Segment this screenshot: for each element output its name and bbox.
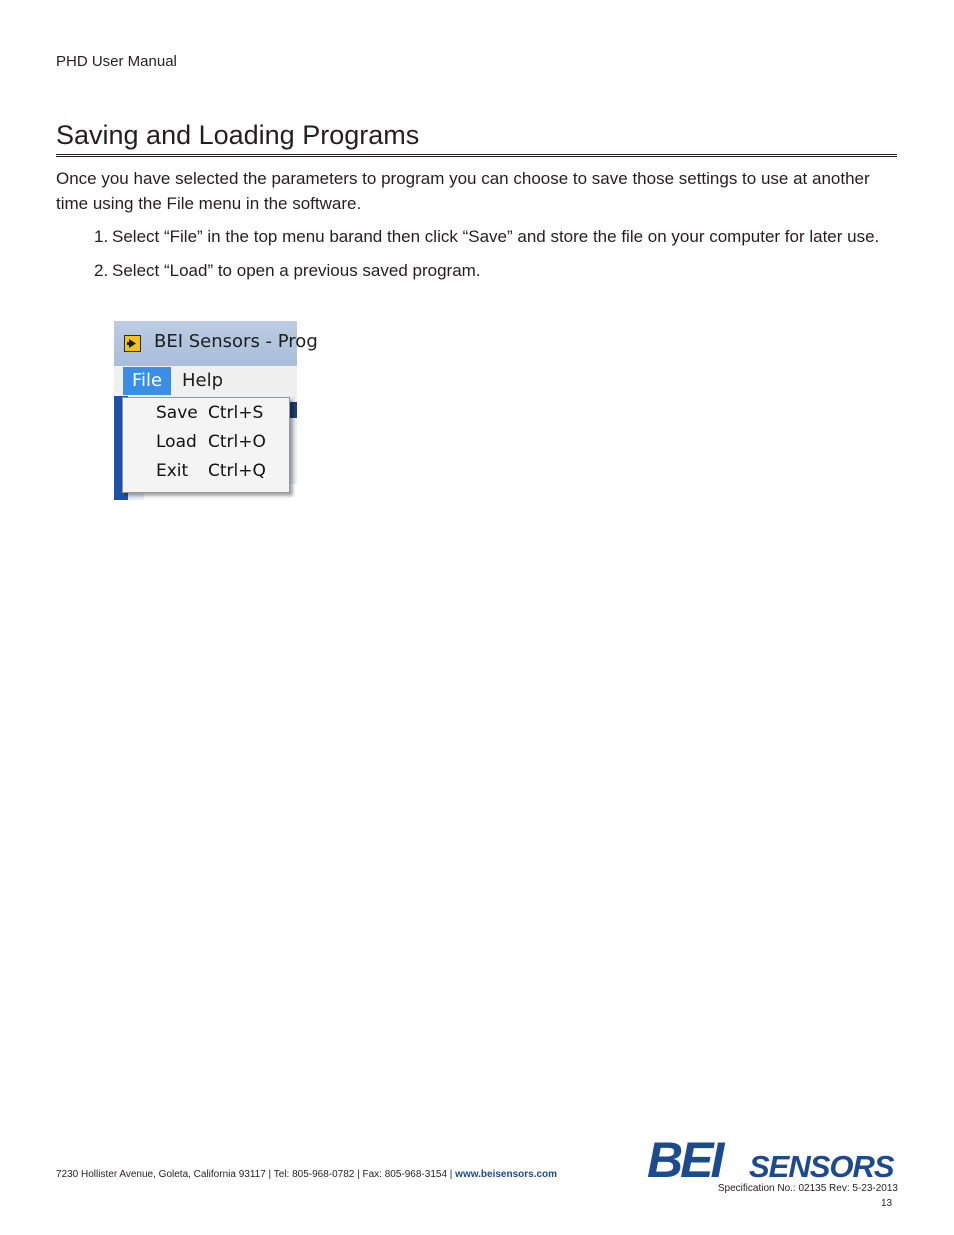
footer-address bbox=[56, 1169, 557, 1180]
menu-item-shortcut: Ctrl+Q bbox=[208, 461, 266, 481]
logo-bei: BEI bbox=[647, 1132, 722, 1188]
step-item bbox=[56, 224, 901, 249]
menu-item-load[interactable] bbox=[123, 429, 289, 457]
file-dropdown-menu bbox=[122, 397, 290, 493]
step-number: 1. bbox=[94, 227, 109, 246]
intro-paragraph: Once you have selected the parameters to program you can choose to save those settings to use at another time using the File menu in the software. bbox=[56, 169, 870, 213]
spec-number: Specification No.: 02135 Rev: 5-23-2013 bbox=[717, 1183, 898, 1194]
menu-item-shortcut: Ctrl+O bbox=[208, 432, 266, 452]
bei-sensors-logo bbox=[645, 1132, 900, 1188]
menu-item-label: Save bbox=[156, 403, 198, 423]
menu-help[interactable]: Help bbox=[182, 370, 224, 391]
logo-sensors: SENSORS bbox=[749, 1149, 894, 1184]
address-text: 7230 Hollister Avenue, Goleta, California 93117 | Tel: 805-968-0782 | Fax: 805-968-3154 | bbox=[56, 1169, 456, 1180]
step-number: 2. bbox=[94, 261, 109, 280]
window-title: BEI Sensors - Prog bbox=[154, 331, 318, 352]
step-text: Select “File” in the top menu barand then click “Save” and store the file on your computer for later use. bbox=[112, 227, 880, 246]
menu-item-label: Exit bbox=[156, 461, 189, 481]
labview-app-icon bbox=[124, 335, 141, 352]
menu-item-shortcut: Ctrl+S bbox=[208, 403, 264, 423]
steps-list bbox=[56, 224, 901, 292]
menu-item-label: Load bbox=[156, 432, 197, 452]
section-title: Saving and Loading Programs bbox=[56, 120, 420, 150]
step-text: Select “Load” to open a previous saved program. bbox=[112, 261, 481, 280]
menu-bar bbox=[114, 366, 297, 396]
software-screenshot bbox=[114, 321, 318, 500]
page-number: 13 bbox=[881, 1198, 893, 1209]
menu-file[interactable]: File bbox=[123, 367, 171, 395]
title-rule bbox=[56, 154, 897, 157]
menu-item-exit[interactable] bbox=[123, 458, 289, 486]
running-header: PHD User Manual bbox=[56, 53, 177, 70]
window-title-bar bbox=[114, 321, 318, 366]
website-link[interactable]: www.beisensors.com bbox=[455, 1169, 558, 1180]
menu-item-save[interactable] bbox=[123, 400, 289, 428]
step-item bbox=[56, 258, 901, 283]
